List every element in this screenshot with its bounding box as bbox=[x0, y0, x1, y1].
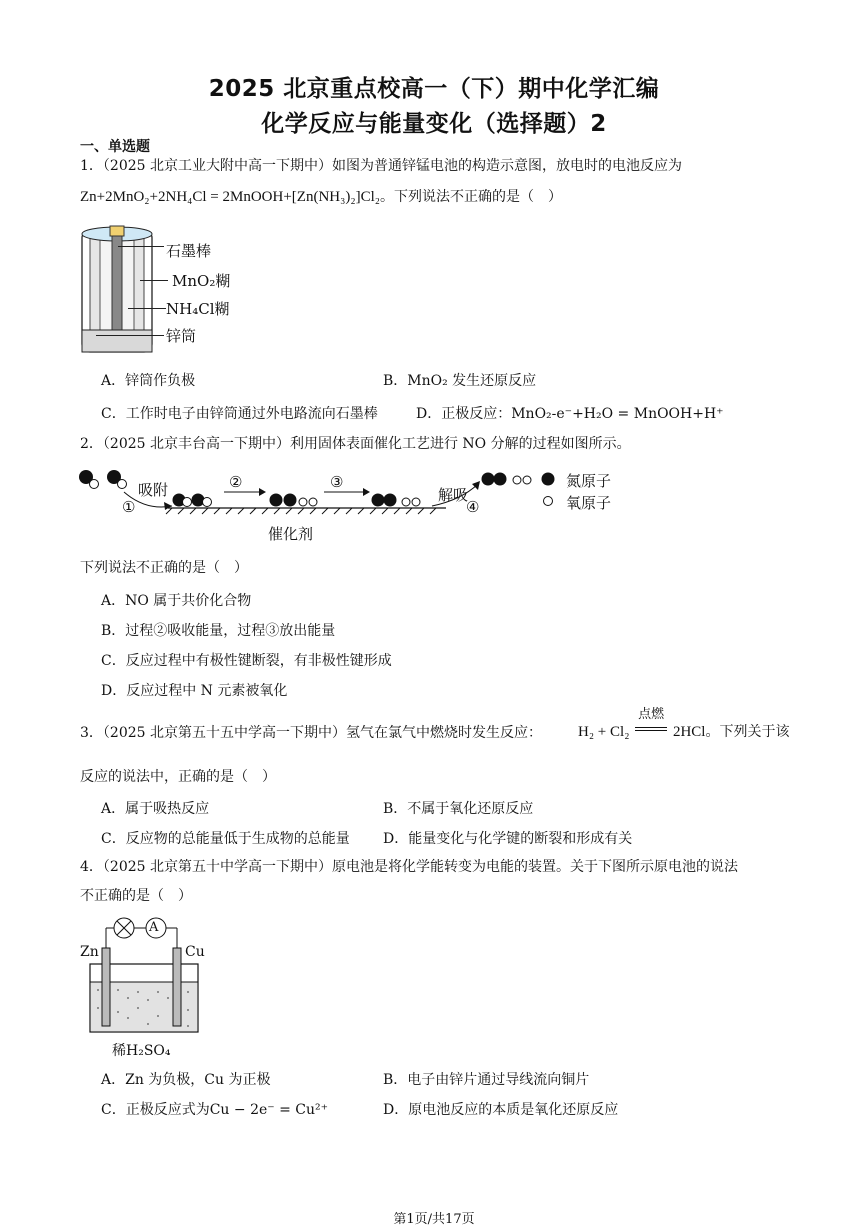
label-step-1: ① bbox=[122, 498, 136, 516]
q1-equation bbox=[80, 188, 562, 208]
q3-option-a: A．属于吸热反应 bbox=[101, 801, 210, 817]
q1-equation-text: Zn+2MnO₂+2NH₄Cl = 2MnOOH+[Zn(NH₃)₂]Cl₂ bbox=[80, 189, 380, 205]
label-zinc-can: 锌筒 bbox=[166, 327, 197, 345]
q1-option-c: C．工作时电子由锌筒通过外电路流向石墨棒 bbox=[101, 406, 378, 422]
q3-equation bbox=[578, 706, 790, 743]
title-line-2: 化学反应与能量变化（选择题）2 bbox=[261, 111, 607, 137]
q4-option-a: A．Zn 为负极，Cu 为正极 bbox=[101, 1072, 271, 1088]
q2-stem: 2．（2025 北京丰台高一下期中）利用固体表面催化工艺进行 NO 分解的过程如图所示。 bbox=[80, 436, 631, 452]
q2-option-d: D．反应过程中 N 元素被氧化 bbox=[101, 683, 288, 699]
label-desorb: 解吸 bbox=[438, 486, 469, 504]
label-step-4: ④ bbox=[466, 498, 480, 516]
zinc-manganese-battery-diagram bbox=[78, 220, 168, 360]
label-adsorb: 吸附 bbox=[138, 481, 169, 499]
q3-eq-left: H₂ + Cl₂ bbox=[578, 724, 630, 740]
q4-option-c: C．正极反应式为Cu − 2e⁻ = Cu²⁺ bbox=[101, 1102, 329, 1118]
label-step-2: ② bbox=[229, 473, 243, 491]
label-graphite-rod: 石墨棒 bbox=[166, 242, 212, 260]
label-cu-electrode: Cu bbox=[185, 944, 205, 960]
q4-stem-line-2: 不正确的是（ ） bbox=[80, 888, 192, 904]
title-line-1: 2025 北京重点校高一（下）期中化学汇编 bbox=[208, 76, 660, 102]
q3-eq-tail: 。下列关于该 bbox=[705, 725, 790, 740]
q1-option-a: A．锌筒作负极 bbox=[101, 373, 196, 389]
q1-option-d: D．正极反应：MnO₂-e⁻+H₂O = MnOOH+H⁺ bbox=[416, 406, 724, 422]
q1-stem: 1．（2025 北京工业大附中高一下期中）如图为普通锌锰电池的构造示意图，放电时的电池反应为 bbox=[80, 158, 682, 174]
label-mno2-paste: MnO₂糊 bbox=[172, 272, 231, 290]
q1-option-b: B．MnO₂ 发生还原反应 bbox=[383, 373, 537, 389]
label-catalyst: 催化剂 bbox=[268, 525, 314, 543]
q3-eq-condition: 点燃 bbox=[638, 706, 665, 721]
q4-option-d: D．原电池反应的本质是氧化还原反应 bbox=[383, 1102, 619, 1118]
q2-option-b: B．过程②吸收能量，过程③放出能量 bbox=[101, 623, 336, 639]
q3-option-d: D．能量变化与化学键的断裂和形成有关 bbox=[383, 831, 633, 847]
q4-stem: 4．（2025 北京第五十中学高一下期中）原电池是将化学能转变为电能的装置。关于下图所示原电池的说法 bbox=[80, 859, 738, 875]
section-heading: 一、单选题 bbox=[80, 139, 150, 155]
q3-eq-right: 2HCl bbox=[672, 724, 706, 740]
q2-option-c: C．反应过程中有极性键断裂，有非极性键形成 bbox=[101, 653, 392, 669]
label-step-3: ③ bbox=[330, 473, 344, 491]
page-footer: 第1页/共17页 bbox=[393, 1212, 475, 1227]
ammeter-label: A bbox=[149, 920, 159, 935]
q3-stem-line-2: 反应的说法中，正确的是（ ） bbox=[80, 769, 276, 785]
q4-option-b: B．电子由锌片通过导线流向铜片 bbox=[383, 1072, 590, 1088]
q3-stem: 3．（2025 北京第五十五中学高一下期中）氢气在氯气中燃烧时发生反应： bbox=[80, 725, 542, 741]
label-nh4cl-paste: NH₄Cl糊 bbox=[166, 300, 230, 318]
q2-prompt: 下列说法不正确的是（ ） bbox=[80, 560, 248, 576]
legend-nitrogen-atom: 氮原子 bbox=[566, 472, 612, 490]
q3-option-b: B．不属于氧化还原反应 bbox=[383, 801, 534, 817]
legend-oxygen-atom: 氧原子 bbox=[566, 494, 612, 512]
label-electrolyte: 稀H₂SO₄ bbox=[112, 1043, 171, 1059]
q3-option-c: C．反应物的总能量低于生成物的总能量 bbox=[101, 831, 350, 847]
label-zn-electrode: Zn bbox=[80, 944, 99, 960]
q1-equation-tail: 。下列说法不正确的是（ ） bbox=[379, 190, 562, 205]
q2-option-a: A．NO 属于共价化合物 bbox=[101, 593, 252, 609]
